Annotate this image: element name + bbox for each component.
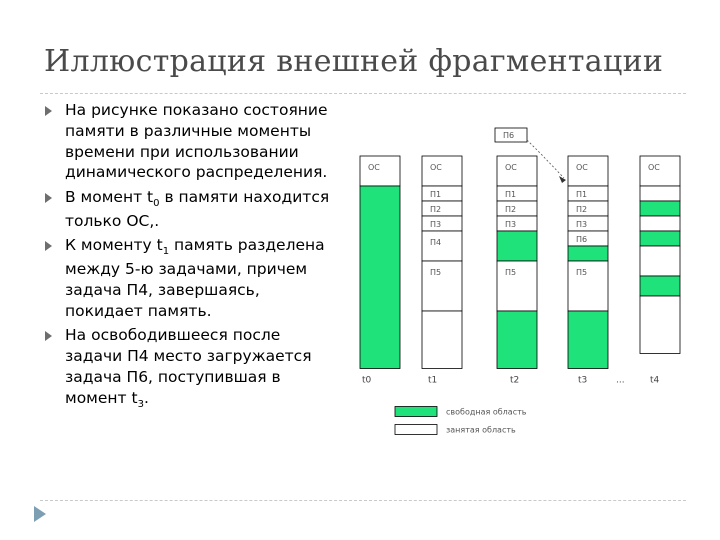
memory-block: [568, 231, 608, 246]
title-divider: [40, 93, 686, 94]
memory-block: [568, 186, 608, 201]
memory-block-label: П1: [576, 190, 588, 199]
memory-block: [422, 156, 462, 186]
memory-block: [497, 216, 537, 231]
bullet-arrow-icon: [45, 106, 52, 116]
memory-block-label: П5: [576, 268, 588, 277]
bullet-item: [42, 325, 342, 411]
bullet-text: К моменту $t_1$ память разделена между 5-ю задачами, причем задача П4, завершаясь, покидает память.: [65, 236, 325, 320]
memory-block: [497, 231, 537, 261]
memory-block: [640, 216, 680, 231]
bullet-arrow-icon: [45, 241, 52, 251]
memory-block: [422, 231, 462, 261]
memory-block: [640, 201, 680, 216]
bullet-list: [42, 100, 342, 415]
memory-block-label: П2: [576, 205, 588, 214]
bullet-text: В момент $t_0$ в памяти находится только ОС,.: [65, 188, 330, 230]
memory-block-label: П3: [505, 220, 517, 229]
footer-divider: [40, 500, 686, 501]
memory-block-label: П3: [430, 220, 442, 229]
memory-block: [422, 261, 462, 311]
memory-block-label: П2: [505, 205, 517, 214]
memory-block: [497, 201, 537, 216]
memory-block-label: ОС: [648, 163, 660, 172]
memory-block-label: П2: [430, 205, 442, 214]
memory-block: [360, 156, 400, 186]
memory-block: [422, 186, 462, 201]
bullet-item: [42, 235, 342, 321]
time-label: t3: [578, 375, 588, 386]
memory-block-label: П5: [505, 268, 517, 277]
memory-block: [422, 311, 462, 369]
time-label: t1: [428, 375, 438, 386]
memory-block-label: П4: [430, 238, 442, 247]
bullet-item: [42, 100, 342, 183]
memory-block-label: П3: [576, 220, 588, 229]
memory-block-label: ОС: [368, 163, 380, 172]
memory-block: [422, 216, 462, 231]
legend-label: занятая область: [446, 425, 516, 435]
memory-block-label: ОС: [430, 163, 442, 172]
bullet-text: На рисунке показано состояние памяти в различные моменты времени при использовании динамического распределения.: [65, 101, 328, 182]
memory-block: [497, 261, 537, 311]
memory-block-label: П1: [505, 190, 517, 199]
bullet-arrow-icon: [45, 193, 52, 203]
memory-block: [640, 156, 680, 186]
memory-block-label: П1: [430, 190, 442, 199]
time-label: ...: [616, 375, 625, 386]
memory-block: [497, 156, 537, 186]
memory-block-label: П6: [576, 235, 588, 244]
legend-swatch: [395, 425, 437, 435]
memory-block-label: П5: [430, 268, 442, 277]
memory-block: [568, 156, 608, 186]
memory-block: [568, 246, 608, 261]
memory-block: [568, 261, 608, 311]
bullet-arrow-icon: [45, 331, 52, 341]
incoming-task-label: П6: [503, 131, 515, 140]
memory-block: [640, 296, 680, 354]
memory-block: [360, 186, 400, 369]
bullet-text: На освободившееся после задачи П4 место загружается задача П6, поступившая в момент $t_3$.: [65, 326, 312, 410]
memory-fragmentation-diagram: [350, 118, 690, 448]
memory-block: [497, 311, 537, 369]
time-label: t0: [362, 375, 372, 386]
memory-block: [640, 186, 680, 201]
legend-label: свободная область: [446, 407, 527, 417]
bullet-item: [42, 187, 342, 231]
memory-block: [422, 201, 462, 216]
memory-block-label: ОС: [505, 163, 517, 172]
memory-block: [568, 311, 608, 369]
time-label: t2: [510, 375, 520, 386]
memory-block: [568, 216, 608, 231]
memory-block: [497, 186, 537, 201]
arrow-head-icon: [559, 176, 566, 183]
slide-title: Иллюстрация внешней фрагментации: [44, 44, 664, 79]
legend-swatch: [395, 407, 437, 417]
memory-block: [640, 231, 680, 246]
memory-block: [568, 201, 608, 216]
next-slide-arrow-icon[interactable]: [34, 506, 46, 522]
memory-block: [640, 276, 680, 296]
memory-block-label: ОС: [576, 163, 588, 172]
memory-block: [640, 246, 680, 276]
time-label: t4: [650, 375, 660, 386]
